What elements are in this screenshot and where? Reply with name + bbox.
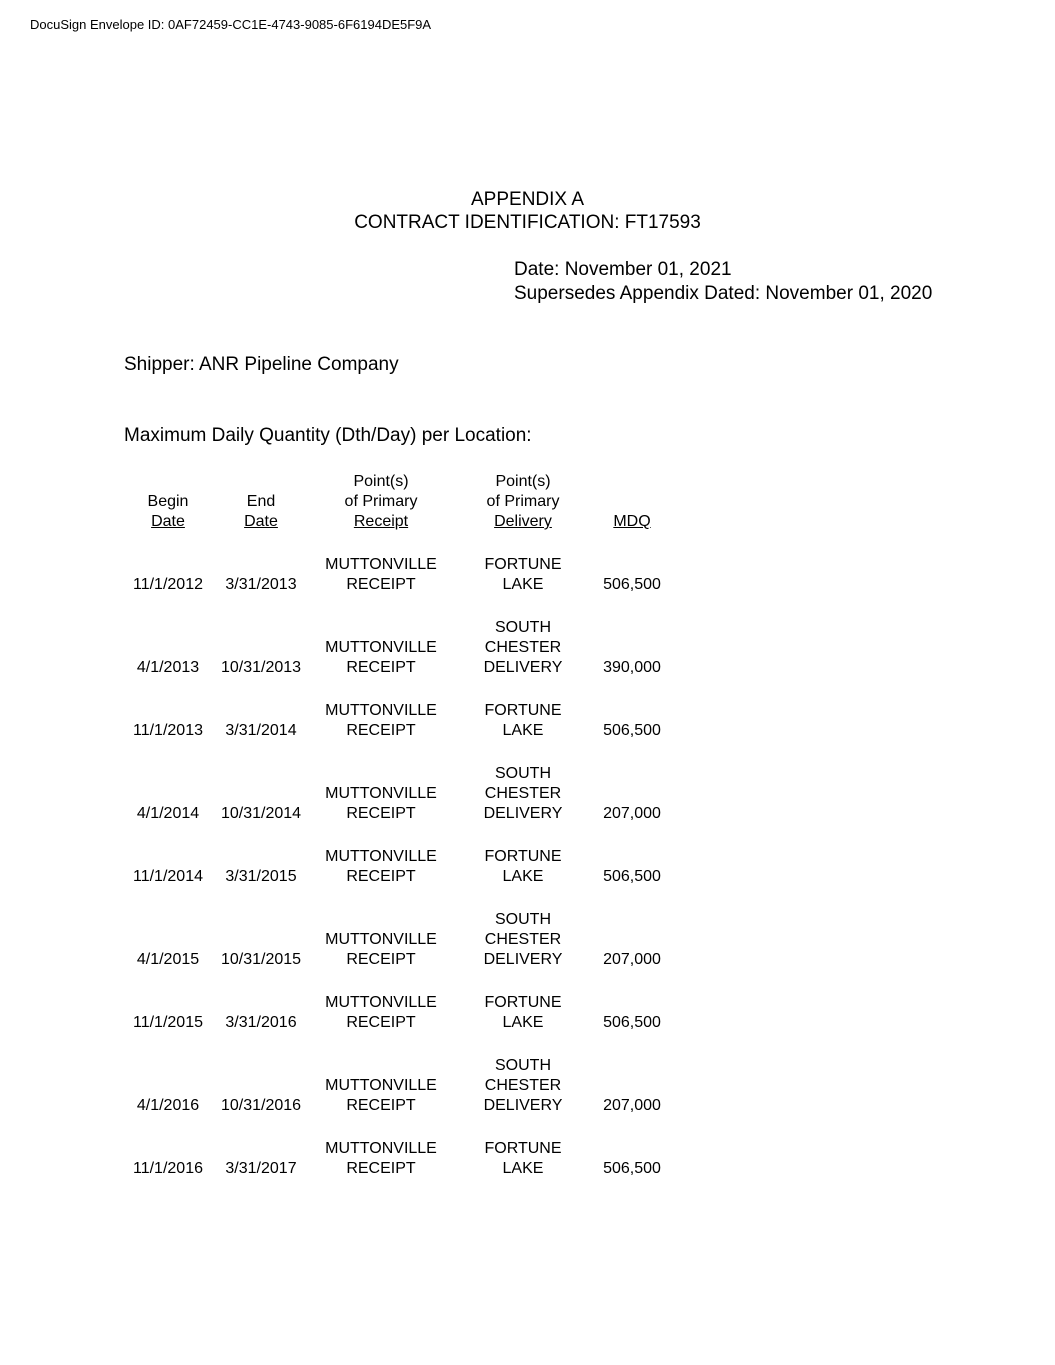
contract-identification: CONTRACT IDENTIFICATION: FT17593 <box>354 212 701 233</box>
cell-receipt-point <box>306 1076 456 1116</box>
cell-line: RECEIPT <box>346 1160 416 1177</box>
cell-mdq <box>587 867 677 887</box>
cell-line: FORTUNE <box>484 702 562 719</box>
appendix-title: APPENDIX A <box>471 189 584 210</box>
cell-end-date <box>216 575 306 595</box>
cell-end-date <box>216 867 306 887</box>
cell-delivery-point <box>458 910 588 970</box>
cell-delivery-point <box>458 1056 588 1116</box>
cell-line: 11/1/2012 <box>133 576 203 593</box>
cell-line: 506,500 <box>603 1014 661 1031</box>
cell-line: FORTUNE <box>484 1140 562 1157</box>
column-header-delivery <box>458 472 588 532</box>
cell-receipt-point <box>306 993 456 1033</box>
header-line: Point(s) <box>353 473 409 490</box>
cell-line: SOUTH <box>495 911 551 928</box>
header-line: of Primary <box>486 493 560 510</box>
cell-receipt-point <box>306 555 456 595</box>
cell-line: SOUTH <box>495 619 551 636</box>
header-line: Date <box>244 513 278 530</box>
header-line: Delivery <box>494 513 552 530</box>
title-block <box>0 188 1055 234</box>
cell-line: FORTUNE <box>484 556 562 573</box>
cell-end-date <box>216 721 306 741</box>
cell-mdq <box>587 721 677 741</box>
cell-line: CHESTER <box>484 639 562 656</box>
cell-delivery-point <box>458 555 588 595</box>
cell-end-date <box>216 950 306 970</box>
document-date: Date: November 01, 2021 <box>514 259 732 280</box>
cell-line: 207,000 <box>603 1097 661 1114</box>
cell-receipt-point <box>306 1139 456 1179</box>
cell-line: DELIVERY <box>483 805 563 822</box>
cell-begin-date <box>123 950 213 970</box>
cell-line: RECEIPT <box>346 1014 416 1031</box>
shipper-name: Shipper: ANR Pipeline Company <box>124 354 399 375</box>
cell-mdq <box>587 575 677 595</box>
cell-line: RECEIPT <box>346 951 416 968</box>
cell-begin-date <box>123 721 213 741</box>
cell-line: 11/1/2016 <box>133 1160 203 1177</box>
cell-line: CHESTER <box>484 1077 562 1094</box>
cell-line: 11/1/2013 <box>133 722 203 739</box>
cell-line: MUTTONVILLE <box>325 848 437 865</box>
cell-line: LAKE <box>502 1014 544 1031</box>
cell-line: LAKE <box>502 868 544 885</box>
mdq-heading: Maximum Daily Quantity (Dth/Day) per Location: <box>124 425 532 446</box>
cell-line: RECEIPT <box>346 576 416 593</box>
cell-mdq <box>587 804 677 824</box>
cell-line: FORTUNE <box>484 848 562 865</box>
cell-begin-date <box>123 658 213 678</box>
cell-line: RECEIPT <box>346 722 416 739</box>
column-header-end-date <box>216 472 306 532</box>
cell-line: 10/31/2013 <box>220 659 302 676</box>
cell-delivery-point <box>458 701 588 741</box>
cell-line: MUTTONVILLE <box>325 994 437 1011</box>
cell-line: RECEIPT <box>346 1097 416 1114</box>
header-line: Receipt <box>353 513 409 530</box>
cell-line: CHESTER <box>484 931 562 948</box>
header-line: Point(s) <box>495 473 551 490</box>
cell-begin-date <box>123 1096 213 1116</box>
cell-line: 506,500 <box>603 722 661 739</box>
cell-mdq <box>587 1096 677 1116</box>
cell-line: DELIVERY <box>483 659 563 676</box>
cell-delivery-point <box>458 847 588 887</box>
cell-line: 207,000 <box>603 951 661 968</box>
cell-line: 11/1/2015 <box>133 1014 203 1031</box>
cell-line: 10/31/2014 <box>220 805 302 822</box>
cell-line: DELIVERY <box>483 951 563 968</box>
cell-line: FORTUNE <box>484 994 562 1011</box>
cell-line: DELIVERY <box>483 1097 563 1114</box>
cell-line: MUTTONVILLE <box>325 785 437 802</box>
header-line: Begin <box>147 493 189 510</box>
date-block <box>514 258 932 306</box>
cell-line: 3/31/2016 <box>225 1014 297 1031</box>
cell-delivery-point <box>458 993 588 1033</box>
cell-line: 506,500 <box>603 868 661 885</box>
cell-delivery-point <box>458 618 588 678</box>
cell-delivery-point <box>458 1139 588 1179</box>
cell-line: LAKE <box>502 722 544 739</box>
cell-begin-date <box>123 804 213 824</box>
cell-line: 390,000 <box>603 659 661 676</box>
cell-line: SOUTH <box>495 765 551 782</box>
cell-end-date <box>216 658 306 678</box>
cell-line: 11/1/2014 <box>133 868 203 885</box>
cell-line: MUTTONVILLE <box>325 931 437 948</box>
cell-line: MUTTONVILLE <box>325 556 437 573</box>
cell-mdq <box>587 950 677 970</box>
cell-line: 4/1/2013 <box>136 659 200 676</box>
cell-receipt-point <box>306 784 456 824</box>
cell-line: SOUTH <box>495 1057 551 1074</box>
cell-mdq <box>587 658 677 678</box>
cell-delivery-point <box>458 764 588 824</box>
cell-line: 10/31/2016 <box>220 1097 302 1114</box>
cell-line: MUTTONVILLE <box>325 1140 437 1157</box>
cell-mdq <box>587 1013 677 1033</box>
cell-mdq <box>587 1159 677 1179</box>
cell-line: 506,500 <box>603 576 661 593</box>
cell-line: 3/31/2017 <box>225 1160 297 1177</box>
cell-line: 3/31/2014 <box>225 722 297 739</box>
cell-receipt-point <box>306 847 456 887</box>
cell-line: 3/31/2013 <box>225 576 297 593</box>
column-header-mdq <box>587 472 677 532</box>
cell-end-date <box>216 1013 306 1033</box>
cell-line: RECEIPT <box>346 805 416 822</box>
cell-end-date <box>216 1159 306 1179</box>
column-header-receipt <box>306 472 456 532</box>
column-header-begin-date <box>123 472 213 532</box>
header-line: End <box>246 493 276 510</box>
cell-line: RECEIPT <box>346 659 416 676</box>
cell-line: RECEIPT <box>346 868 416 885</box>
header-line: MDQ <box>613 513 651 530</box>
cell-line: 4/1/2015 <box>136 951 200 968</box>
cell-begin-date <box>123 867 213 887</box>
envelope-id: DocuSign Envelope ID: 0AF72459-CC1E-4743-9085-6F6194DE5F9A <box>30 17 432 32</box>
cell-line: 207,000 <box>603 805 661 822</box>
cell-line: 4/1/2014 <box>136 805 200 822</box>
cell-receipt-point <box>306 701 456 741</box>
header-line: Date <box>151 513 185 530</box>
cell-end-date <box>216 804 306 824</box>
cell-line: LAKE <box>502 1160 544 1177</box>
cell-begin-date <box>123 575 213 595</box>
cell-line: 4/1/2016 <box>136 1097 200 1114</box>
cell-line: MUTTONVILLE <box>325 1077 437 1094</box>
cell-line: CHESTER <box>484 785 562 802</box>
cell-receipt-point <box>306 930 456 970</box>
cell-end-date <box>216 1096 306 1116</box>
header-line: of Primary <box>344 493 418 510</box>
cell-line: MUTTONVILLE <box>325 702 437 719</box>
cell-line: LAKE <box>502 576 544 593</box>
cell-line: 506,500 <box>603 1160 661 1177</box>
cell-line: 3/31/2015 <box>225 868 297 885</box>
cell-begin-date <box>123 1013 213 1033</box>
cell-line: MUTTONVILLE <box>325 639 437 656</box>
cell-line: 10/31/2015 <box>220 951 302 968</box>
cell-begin-date <box>123 1159 213 1179</box>
supersedes-date: Supersedes Appendix Dated: November 01, 2020 <box>514 283 933 304</box>
cell-receipt-point <box>306 638 456 678</box>
